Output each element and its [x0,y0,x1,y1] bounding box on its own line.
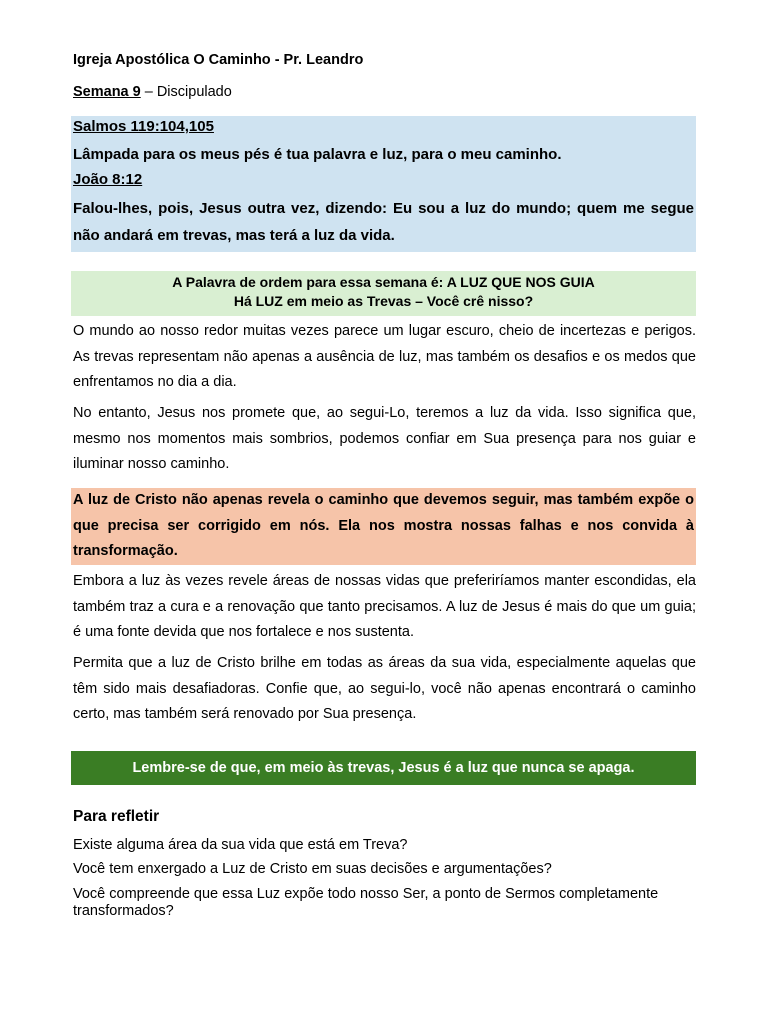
paragraph: Embora a luz às vezes revele áreas de nossas vidas que preferiríamos manter escondidas, ela também traz a cura e a renovação que tanto precisamos. A luz de Jesus é mais do que um guia; é uma fonte devida que nos fortalece e nos sustenta. [73,573,696,640]
week-label: Semana 9 [73,84,141,100]
paragraph: O mundo ao nosso redor muitas vezes parece um lugar escuro, cheio de incertezas e perigos. As trevas representam não apenas a ausência de luz, mas também os desafios e os medos que enfrentamos no dia a dia. [73,323,696,390]
verse-text-john: Falou-lhes, pois, Jesus outra vez, dizendo: Eu sou a luz do mundo; quem me segue não andará em trevas, mas terá a luz da vida. [73,200,694,244]
word-of-week-line2: Há LUZ em meio as Trevas – Você crê nisso? [233,293,534,309]
reflection-question: Você compreende que essa Luz expõe todo nosso Ser, a ponto de Sermos completamente transformados? [73,886,659,919]
reflection-question: Existe alguma área da sua vida que está em Treva? [73,837,408,853]
verse-box [71,116,696,252]
paragraph: No entanto, Jesus nos promete que, ao segui-Lo, teremos a luz da vida. Isso significa que, mesmo nos momentos mais sombrios, podemos confiar em Sua presença para nos guiar e iluminar nosso caminho. [73,405,696,472]
reflection-title: Para refletir [73,808,160,825]
verse-text-psalms: Lâmpada para os meus pés é tua palavra e luz, para o meu caminho. [73,146,562,163]
verse-reference-john: João 8:12 [73,171,143,188]
week-subtitle: – Discipulado [140,84,232,100]
reflection-question: Você tem enxergado a Luz de Cristo em suas decisões e argumentações? [73,861,552,877]
word-of-week-line1: A Palavra de ordem para essa semana é: A LUZ QUE NOS GUIA [172,274,595,290]
reminder-banner: Lembre-se de que, em meio às trevas, Jesus é a luz que nunca se apaga. [71,751,696,785]
church-title: Igreja Apostólica O Caminho - Pr. Leandro [73,52,364,68]
highlight-text: A luz de Cristo não apenas revela o caminho que devemos seguir, mas também expõe o que precisa ser corrigido em nós. Ela nos mostra nossas falhas e nos convida à transformação. [73,492,694,559]
paragraph: Permita que a luz de Cristo brilhe em todas as áreas da sua vida, especialmente aquelas que têm sido mais desafiadoras. Confie que, ao segui-lo, você não apenas encontrará o caminho certo, mas também será renovado por Sua presença. [73,655,696,722]
verse-reference-psalms: Salmos 119:104,105 [73,118,214,135]
week-line [73,84,232,100]
word-of-week-box [71,271,696,316]
highlight-box [71,488,696,565]
